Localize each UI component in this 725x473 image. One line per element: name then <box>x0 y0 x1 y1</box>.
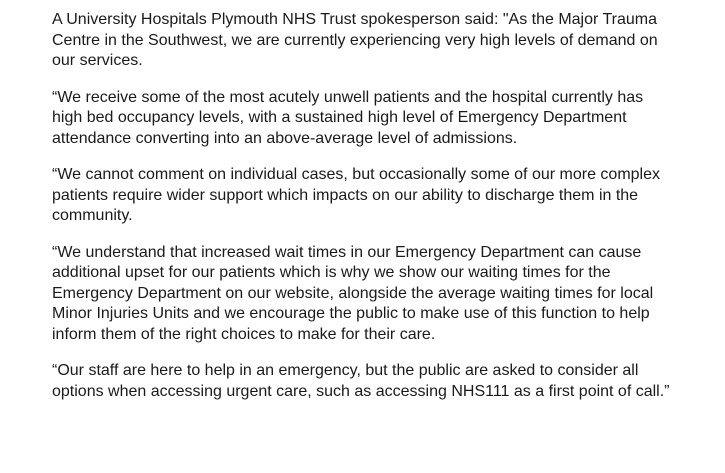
paragraph-3: “We cannot comment on individual cases, but occasionally some of our more complex patients require wider support which impacts on our ability to discharge them in the community. <box>52 166 660 224</box>
paragraph-1: A University Hospitals Plymouth NHS Trust spokesperson said: "As the Major Trauma Centre in the Southwest, we are currently experiencing very high levels of demand on our services. <box>52 11 658 69</box>
paragraph-2: “We receive some of the most acutely unwell patients and the hospital currently has high bed occupancy levels, with a sustained high level of Emergency Department attendance converting into an above-average level of admissions. <box>52 88 644 147</box>
article-body <box>52 10 672 418</box>
paragraph-4: “We understand that increased wait times in our Emergency Department can cause additional upset for our patients which is why we show our waiting times for the Emergency Department on our website, alongside the average waiting times for local Minor Injuries Units and we encourage the public to make use of this function to help inform them of the right choices to make for their care. <box>52 243 654 343</box>
paragraph-5: “Our staff are here to help in an emergency, but the public are asked to consider all options when accessing urgent care, such as accessing NHS111 as a first point of call.” <box>52 362 670 400</box>
